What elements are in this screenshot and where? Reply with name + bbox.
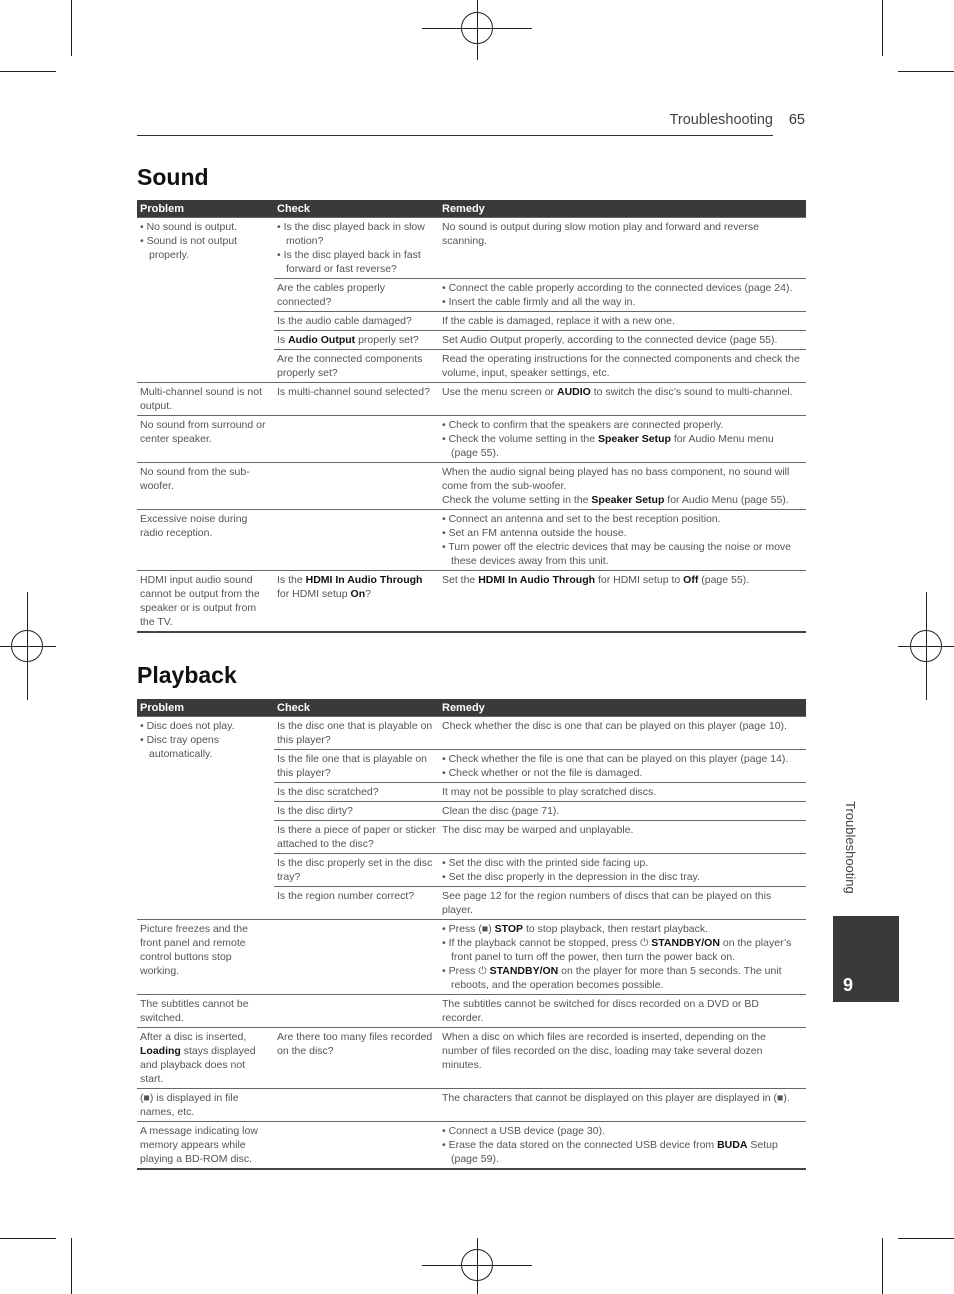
check-cell [274,995,439,1028]
problem-cell: Picture freezes and the front panel and remote control buttons stop working. [137,920,274,995]
remedy-cell: The subtitles cannot be switched for discs recorded on a DVD or BD recorder. [439,995,806,1028]
remedy-cell [439,416,806,463]
list-item: • Is the disc played back in fast forward or fast reverse? [277,248,436,276]
problem-cell: (■) is displayed in file names, etc. [137,1089,274,1122]
list-item: • Press ⏻ STANDBY/ON on the player for more than 5 seconds. The unit reboots, and the operation becomes possible. [442,964,803,992]
problem-cell: The subtitles cannot be switched. [137,995,274,1028]
table-row [137,920,806,995]
check-cell: Is the file one that is playable on this player? [274,750,439,783]
sound-table [137,200,806,633]
page-number: 65 [788,112,805,128]
problem-cell [137,717,274,920]
remedy-cell: Clean the disc (page 71). [439,802,806,821]
sound-table-header [137,200,806,218]
header-rule [137,135,773,136]
remedy-cell [439,854,806,887]
list-item: • No sound is output. [140,220,271,234]
problem-cell: After a disc is inserted, Loading stays displayed and playback does not start. [137,1028,274,1089]
list-item: • Connect an antenna and set to the best reception position. [442,512,803,526]
list-item: • Check whether the file is one that can be played on this player (page 14). [442,752,803,766]
playback-table-header [137,699,806,717]
square-icon: ■ [143,1092,150,1104]
list-item: • Connect a USB device (page 30). [442,1124,803,1138]
col-check: Check [274,200,439,218]
remedy-cell: Check whether the disc is one that can be played on this player (page 10). [439,717,806,750]
problem-cell [137,218,274,383]
check-cell: Is the audio cable damaged? [274,312,439,331]
table-row [137,1089,806,1122]
col-check: Check [274,699,439,717]
power-icon: ⏻ [478,965,487,977]
list-item: • Connect the cable properly according to the connected devices (page 24). [442,281,803,295]
check-cell: Are the cables properly connected? [274,279,439,312]
check-cell: Is Audio Output properly set? [274,331,439,350]
table-row [137,1122,806,1170]
sound-section-title: Sound [137,164,209,190]
check-cell: Is the disc properly set in the disc tray? [274,854,439,887]
table-row [137,717,806,750]
remedy-cell: If the cable is damaged, replace it with a new one. [439,312,806,331]
problem-cell: No sound from the sub-woofer. [137,463,274,510]
list-item: • Check to confirm that the speakers are connected properly. [442,418,803,432]
playback-section-title: Playback [137,662,237,688]
check-cell [274,1089,439,1122]
power-icon: ⏻ [640,937,649,949]
list-item: • Is the disc played back in slow motion? [277,220,436,248]
table-row [137,416,806,463]
table-row [137,463,806,510]
col-problem: Problem [137,699,274,717]
table-row [137,995,806,1028]
check-cell: Is multi-channel sound selected? [274,383,439,416]
col-problem: Problem [137,200,274,218]
table-row [137,383,806,416]
remedy-cell [439,510,806,571]
check-cell: Is the disc scratched? [274,783,439,802]
list-item: • Set the disc properly in the depression in the disc tray. [442,870,803,884]
problem-cell: No sound from surround or center speaker. [137,416,274,463]
check-cell [274,218,439,279]
table-row [137,1028,806,1089]
list-item: • Press (■) STOP to stop playback, then restart playback. [442,922,803,936]
problem-cell: Excessive noise during radio reception. [137,510,274,571]
remedy-cell: Set Audio Output properly, according to the connected device (page 55). [439,331,806,350]
remedy-cell: Set the HDMI In Audio Through for HDMI setup to Off (page 55). [439,571,806,633]
remedy-cell: When the audio signal being played has no bass component, no sound will come from the sub-woofer. Check the volume setting in the Speaker Setup for Audio Menu (page 55). [439,463,806,510]
check-cell [274,463,439,510]
chapter-number: 9 [843,975,854,995]
square-icon: ■ [777,1092,784,1104]
remedy-cell: Read the operating instructions for the connected components and check the volume, input, speaker settings, etc. [439,350,806,383]
list-item: • Set the disc with the printed side facing up. [442,856,803,870]
check-cell: Are there too many files recorded on the disc? [274,1028,439,1089]
remedy-cell [439,279,806,312]
table-row [137,218,806,279]
table-row [137,571,806,633]
list-item: • Disc tray opens automatically. [140,733,271,761]
list-item: • Check whether or not the file is damaged. [442,766,803,780]
problem-cell: A message indicating low memory appears while playing a BD-ROM disc. [137,1122,274,1170]
remedy-cell [439,920,806,995]
remedy-cell: No sound is output during slow motion play and forward and reverse scanning. [439,218,806,279]
list-item: • If the playback cannot be stopped, press ⏻ STANDBY/ON on the player’s front panel to turn off the power, then turn the power back on. [442,936,803,964]
check-cell [274,416,439,463]
list-item: • Disc does not play. [140,719,271,733]
chapter-tab [833,916,899,1002]
table-row [137,510,806,571]
problem-cell: Multi-channel sound is not output. [137,383,274,416]
check-cell [274,1122,439,1170]
list-item: • Erase the data stored on the connected USB device from BUDA Setup (page 59). [442,1138,803,1166]
check-cell: Is there a piece of paper or sticker attached to the disc? [274,821,439,854]
check-cell [274,920,439,995]
stop-icon: ■ [481,923,489,935]
check-cell: Are the connected components properly set? [274,350,439,383]
check-cell: Is the HDMI In Audio Through for HDMI setup On? [274,571,439,633]
check-cell: Is the disc one that is playable on this player? [274,717,439,750]
list-item: • Sound is not output properly. [140,234,271,262]
side-tab-label: Troubleshooting [843,801,858,894]
list-item: • Set an FM antenna outside the house. [442,526,803,540]
list-item: • Check the volume setting in the Speaker Setup for Audio Menu menu (page 55). [442,432,803,460]
remedy-cell [439,1122,806,1170]
remedy-cell [439,750,806,783]
check-cell [274,510,439,571]
remedy-cell: See page 12 for the region numbers of discs that can be played on this player. [439,887,806,920]
list-item: • Turn power off the electric devices that may be causing the noise or move these devices away from this unit. [442,540,803,568]
page-header [137,108,805,136]
remedy-cell: The disc may be warped and unplayable. [439,821,806,854]
check-cell: Is the disc dirty? [274,802,439,821]
remedy-cell: When a disc on which files are recorded is inserted, depending on the number of files recorded on the disc, loading may take several dozen minutes. [439,1028,806,1089]
problem-cell: HDMI input audio sound cannot be output from the speaker or is output from the TV. [137,571,274,633]
remedy-cell: The characters that cannot be displayed on this player are displayed in (■). [439,1089,806,1122]
col-remedy: Remedy [439,699,806,717]
remedy-cell: It may not be possible to play scratched discs. [439,783,806,802]
check-cell: Is the region number correct? [274,887,439,920]
playback-table [137,699,806,1170]
list-item: • Insert the cable firmly and all the way in. [442,295,803,309]
col-remedy: Remedy [439,200,806,218]
header-section-title: Troubleshooting [669,112,773,128]
remedy-cell: Use the menu screen or AUDIO to switch the disc’s sound to multi-channel. [439,383,806,416]
